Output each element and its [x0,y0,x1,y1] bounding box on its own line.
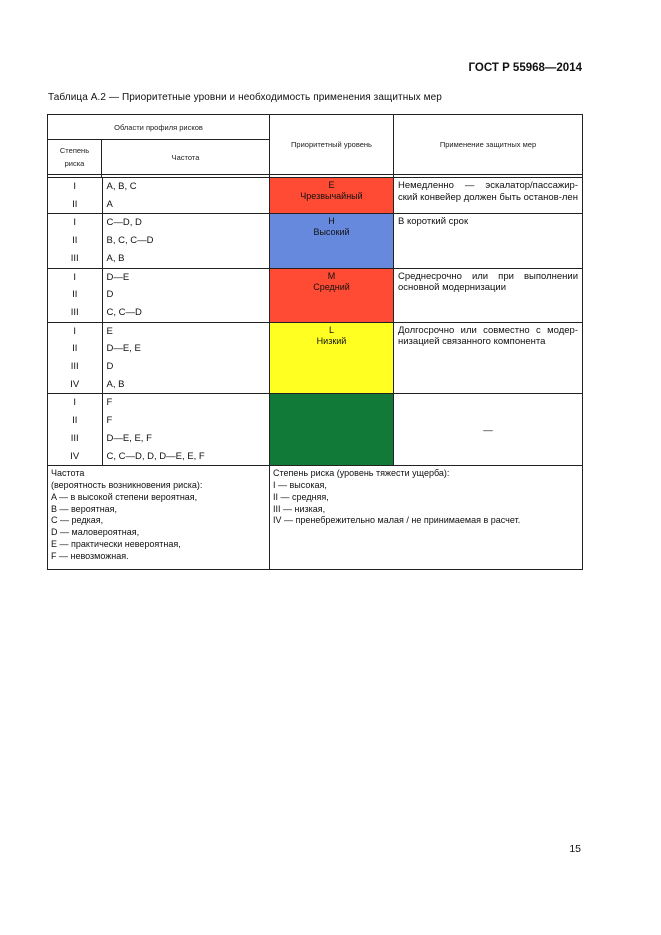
legend-line: Степень риска (уровень тяжести ущерба): [273,468,450,479]
priority-cell-low [270,322,394,394]
degree-cell: II [72,415,78,427]
frequency-cell: D—E [102,269,269,287]
frequency-cell: A [102,196,269,214]
legend-line: E — практически невероятная, [51,539,181,550]
legend-line: Частота [51,468,85,479]
priority-cell-negligible [270,394,394,466]
table-row [48,232,269,250]
table-row [48,323,269,341]
degree-cell: II [72,235,78,247]
measures-cell: Среднесрочно или при выполнении основной модернизации [394,268,583,322]
degree-legend [270,466,583,569]
header-profile-area: Области профиля рисков [48,115,270,140]
table-row [48,286,269,304]
frequency-cell: D [102,286,269,304]
header-measures: Применение защитных мер [394,115,583,175]
group-emergency [48,178,583,214]
frequency-cell: A, B [102,250,269,268]
degree-cell: II [72,289,78,301]
legend-line: A — в высокой степени вероятная, [51,491,198,502]
table-row [48,178,269,196]
table-row [48,358,269,376]
priority-code: M [327,270,336,281]
legend-line: (вероятность возникновения риска): [51,480,203,491]
standard-number: ГОСТ Р 55968—2014 [468,62,582,74]
group-rows [48,214,270,268]
priority-label: Чрезвычайный [300,191,363,201]
priority-label: Средний [313,281,350,292]
header-priority: Приоритетный уровень [270,115,394,175]
priority-label: Низкий [316,335,347,346]
frequency-cell: C—D, D [102,214,269,232]
measures-cell: — [394,394,583,466]
group-low [48,322,583,394]
frequency-cell: F [102,394,269,412]
degree-cell: III [70,252,79,264]
header-frequency: Частота [102,140,270,175]
measures-cell: Немедленно — эскалатор/пассажир-ский конвейер должен быть останов-лен [394,178,583,214]
frequency-legend [48,466,270,569]
table-row [48,430,269,448]
group-rows [48,394,270,466]
frequency-cell: F [102,412,269,430]
legend-line: B — вероятная, [51,503,118,514]
group-rows [48,322,270,394]
frequency-cell: E [102,323,269,341]
priority-code: H [328,216,335,227]
legend-line: II — средняя, [273,491,329,502]
measures-cell: В короткий срок [394,214,583,268]
degree-cell: II [72,198,78,210]
frequency-cell: A, B, C [102,178,269,196]
degree-cell: I [73,397,77,409]
frequency-cell: D—E, E, F [102,430,269,448]
degree-cell: III [70,432,79,444]
frequency-cell: D [102,358,269,376]
priority-cell-emergency [270,178,394,214]
table-row [48,196,269,214]
degree-cell: II [72,343,78,355]
table-row [48,214,269,232]
priority-label: Высокий [313,227,350,238]
degree-cell: III [70,361,79,373]
priority-code: E [328,180,335,190]
table-row [48,250,269,268]
degree-cell: III [70,306,79,318]
group-medium [48,268,583,322]
frequency-cell: C, C—D, D, D—E, E, F [102,448,269,466]
table-row [48,448,269,466]
table-row [48,376,269,394]
priority-cell-medium [270,268,394,322]
table-row [48,394,269,412]
frequency-cell: D—E, E [102,340,269,358]
legend-line: IV — пренебрежительно малая / не принимаемая в расчет. [273,515,521,526]
frequency-cell: A, B [102,376,269,394]
header-degree: Степень риска [48,140,102,175]
table-row [48,412,269,430]
group-rows [48,178,270,214]
table-caption: Таблица А.2 — Приоритетные уровни и необходимость применения защитных мер [48,92,442,103]
priority-table [47,114,583,570]
frequency-cell: C, C—D [102,304,269,322]
degree-cell: I [73,217,77,229]
group-negligible [48,394,583,466]
priority-code: L [328,324,334,335]
legend-line: III — низкая, [273,503,326,514]
group-high [48,214,583,268]
group-rows [48,268,270,322]
measures-cell: Долгосрочно или совместно с модер-низацией связанного компонента [394,322,583,394]
degree-cell: I [73,325,77,337]
legend-line: I — высокая, [273,480,327,491]
table-row [48,340,269,358]
page-number: 15 [569,843,581,855]
legend-line: D — маловероятная, [51,527,140,538]
degree-cell: I [73,271,77,283]
degree-cell: I [73,181,77,192]
table-row [48,304,269,322]
legend-line: C — редкая, [51,515,104,526]
frequency-cell: B, C, C—D [102,232,269,250]
degree-cell: IV [70,450,80,462]
legend-row [48,466,583,569]
table-row [48,269,269,287]
priority-cell-high [270,214,394,268]
degree-cell: IV [70,378,80,390]
legend-line: F — невозможная. [51,550,129,561]
